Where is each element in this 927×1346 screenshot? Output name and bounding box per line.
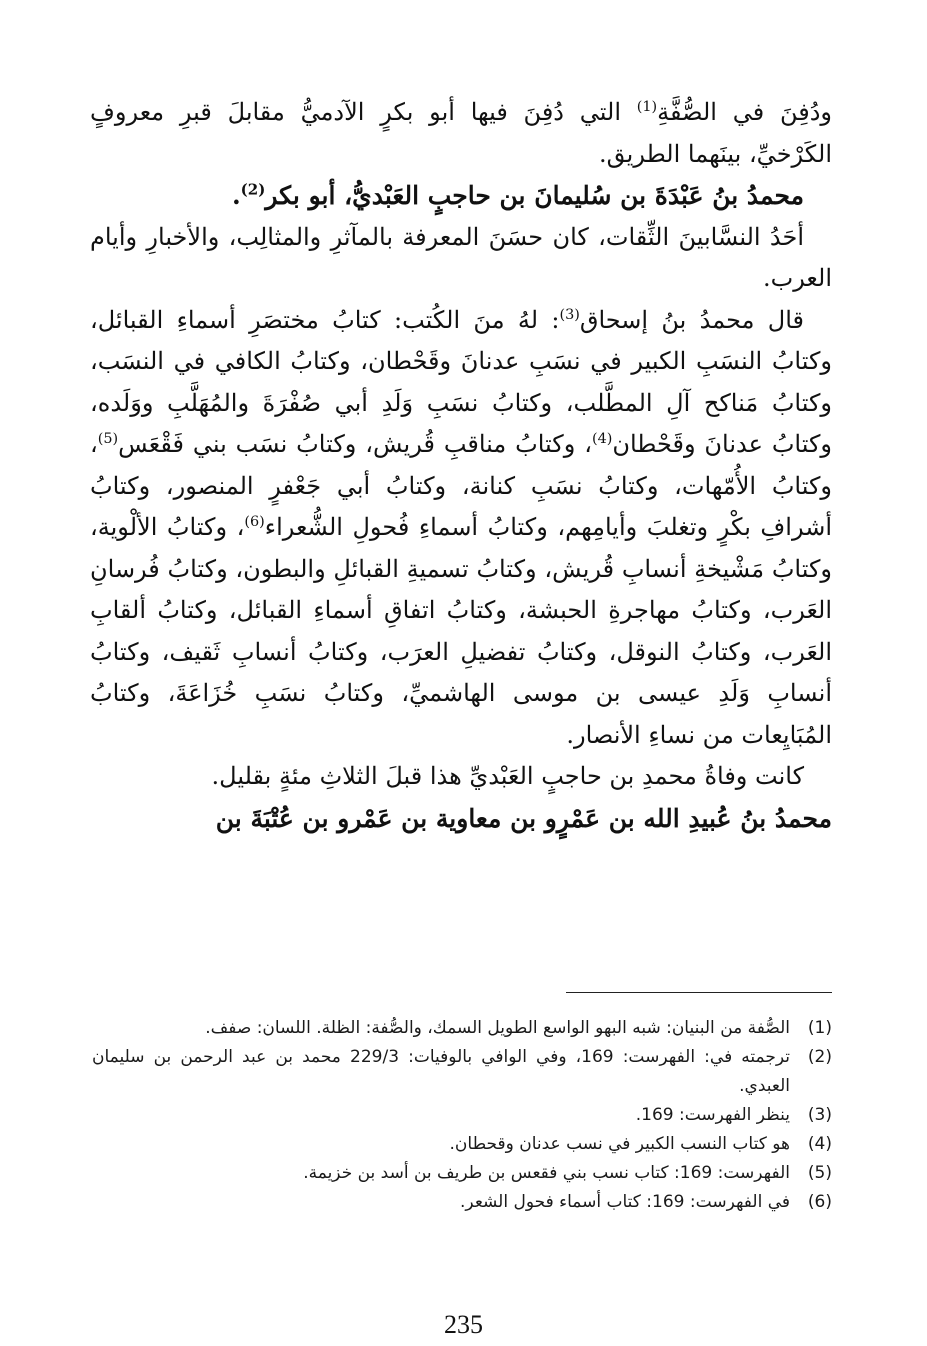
heading-text: محمدُ بنُ عَبْدَةَ بن سُليمانَ بن حاجبٍ العَبْديُّ، أبو بكر bbox=[265, 181, 804, 210]
footnote-ref-2[interactable]: (2) bbox=[240, 180, 266, 199]
footnote-2 bbox=[92, 1043, 832, 1101]
footnote-1 bbox=[92, 1014, 832, 1043]
footnote-number: (3) bbox=[807, 1105, 832, 1125]
text-segment: قال محمدُ بنُ إسحاق bbox=[579, 305, 804, 334]
footnote-text: الفهرست: 169: كتاب نسب بني فقعس بن طريف بن أسد بن خزيمة. bbox=[303, 1163, 790, 1183]
footnotes bbox=[92, 1014, 832, 1217]
footnote-text: هو كتاب النسب الكبير في نسب عدنان وقحطان. bbox=[449, 1134, 790, 1154]
footnote-text: ترجمته في: الفهرست: 169، وفي الوافي بالوفيات: 229/3 محمد بن عبد الرحمن بن سليمان العبدي. bbox=[92, 1047, 790, 1096]
main-text bbox=[90, 92, 832, 839]
footnote-number: (1) bbox=[807, 1018, 832, 1038]
footnote-ref-5[interactable]: (5) bbox=[97, 431, 119, 447]
footnote-text: ينظر الفهرست: 169. bbox=[635, 1105, 790, 1125]
paragraph-3 bbox=[90, 300, 832, 757]
paragraph-2: أحَدُ النسَّابينَ الثِّقات، كان حسَنَ المعرفة بالمآثرِ والمثالِب، والأخبارِ وأيام العرب. bbox=[90, 222, 832, 292]
footnote-ref-4[interactable]: (4) bbox=[591, 431, 613, 447]
text-segment: ، وكتابُ الأُمّهات، وكتابُ نسَبِ كنانة، وكتابُ أبي جَعْفرٍ المنصور، وكتابُ أشرافِ بكْرٍ وتغلبَ وأيامِهم، وكتابُ أسماءِ فُحولِ الشُّعراء bbox=[90, 430, 832, 541]
paragraph-1 bbox=[90, 92, 832, 175]
footnote-6 bbox=[92, 1188, 832, 1217]
heading-text: . bbox=[231, 181, 241, 210]
text-segment: التي دُفِنَ فيها أبو بكرٍ الآدميُّ مقابلَ قبرِ معروفٍ الكَرْخيِّ، بينَهما الطريق. bbox=[90, 98, 832, 168]
footnote-ref-1[interactable]: (1) bbox=[636, 99, 658, 115]
paragraph-4: كانت وفاةُ محمدِ بن حاجبٍ العَبْديِّ هذا قبلَ الثلاثِ مئةٍ بقليل. bbox=[211, 762, 804, 790]
footnote-text: الصُّفة من البنيان: شبه البهو الواسع الطويل السمك، والصُّفة: الظلة. اللسان: صفف. bbox=[205, 1018, 790, 1038]
footnote-text: في الفهرست: 169: كتاب أسماء فحول الشعر. bbox=[460, 1192, 790, 1212]
text-segment: ، وكتابُ مناقبِ قُريش، وكتابُ نسَب بني فَقْعَس bbox=[118, 430, 592, 458]
footnote-ref-3[interactable]: (3) bbox=[559, 306, 580, 323]
text-segment: ، وكتابُ الألْوية، وكتابُ مَشْيخةِ أنسابِ قُريش، وكتابُ تسميةِ القبائلِ والبطون، وكتابُ فُرسانِ العَرب، وكتابُ مهاجرةِ الحبشة، وكتابُ اتفاقِ أسماءِ القبائل، وكتابُ ألقابِ العَرب، وكتابُ النوقل، وكتابُ تفضيلِ العرَب، وكتابُ أنسابِ ثَقيف، وكتابُ أنسابِ وَلَدِ عيسى بن موسى الهاشميِّ، وكتابُ نسَبِ خُزَاعَةَ، وكتابُ المُبَايِعات من نساءِ الأنصار. bbox=[90, 513, 833, 749]
footnote-ref-6[interactable]: (6) bbox=[244, 514, 265, 530]
footnote-4 bbox=[92, 1130, 832, 1159]
footnote-5 bbox=[92, 1159, 832, 1188]
entry-heading-2: محمدُ بنُ عُبيدِ الله بن عَمْرٍو بن معاوية بن عَمْرو بن عُتْبَةَ بن bbox=[215, 803, 832, 833]
page-number: 235 bbox=[444, 1310, 483, 1339]
footnote-number: (5) bbox=[807, 1163, 832, 1183]
footnote-divider bbox=[566, 992, 832, 993]
footnote-3 bbox=[92, 1101, 832, 1130]
text-segment: : لهُ منَ الكُتب: كتابُ مختصَرِ أسماءِ القبائل، وكتابُ النسَبِ الكبير في نسَبِ عدنانَ وقَحْطان، وكتابُ الكافي في النسَب، وكتابُ مَناكح آلِ المطَّلب، وكتابُ نسَبِ وَلَدِ أبي صُفْرَةَ والمُهَلَّبِ ووَلَده، وكتابُ عدنانَ وقَحْطان bbox=[90, 305, 832, 458]
entry-heading-1 bbox=[90, 175, 832, 217]
footnote-number: (6) bbox=[807, 1192, 832, 1212]
footnote-number: (4) bbox=[807, 1134, 832, 1154]
footnote-number: (2) bbox=[807, 1047, 832, 1067]
text-segment: ودُفِنَ في الصُّفَّةِ bbox=[657, 98, 832, 126]
